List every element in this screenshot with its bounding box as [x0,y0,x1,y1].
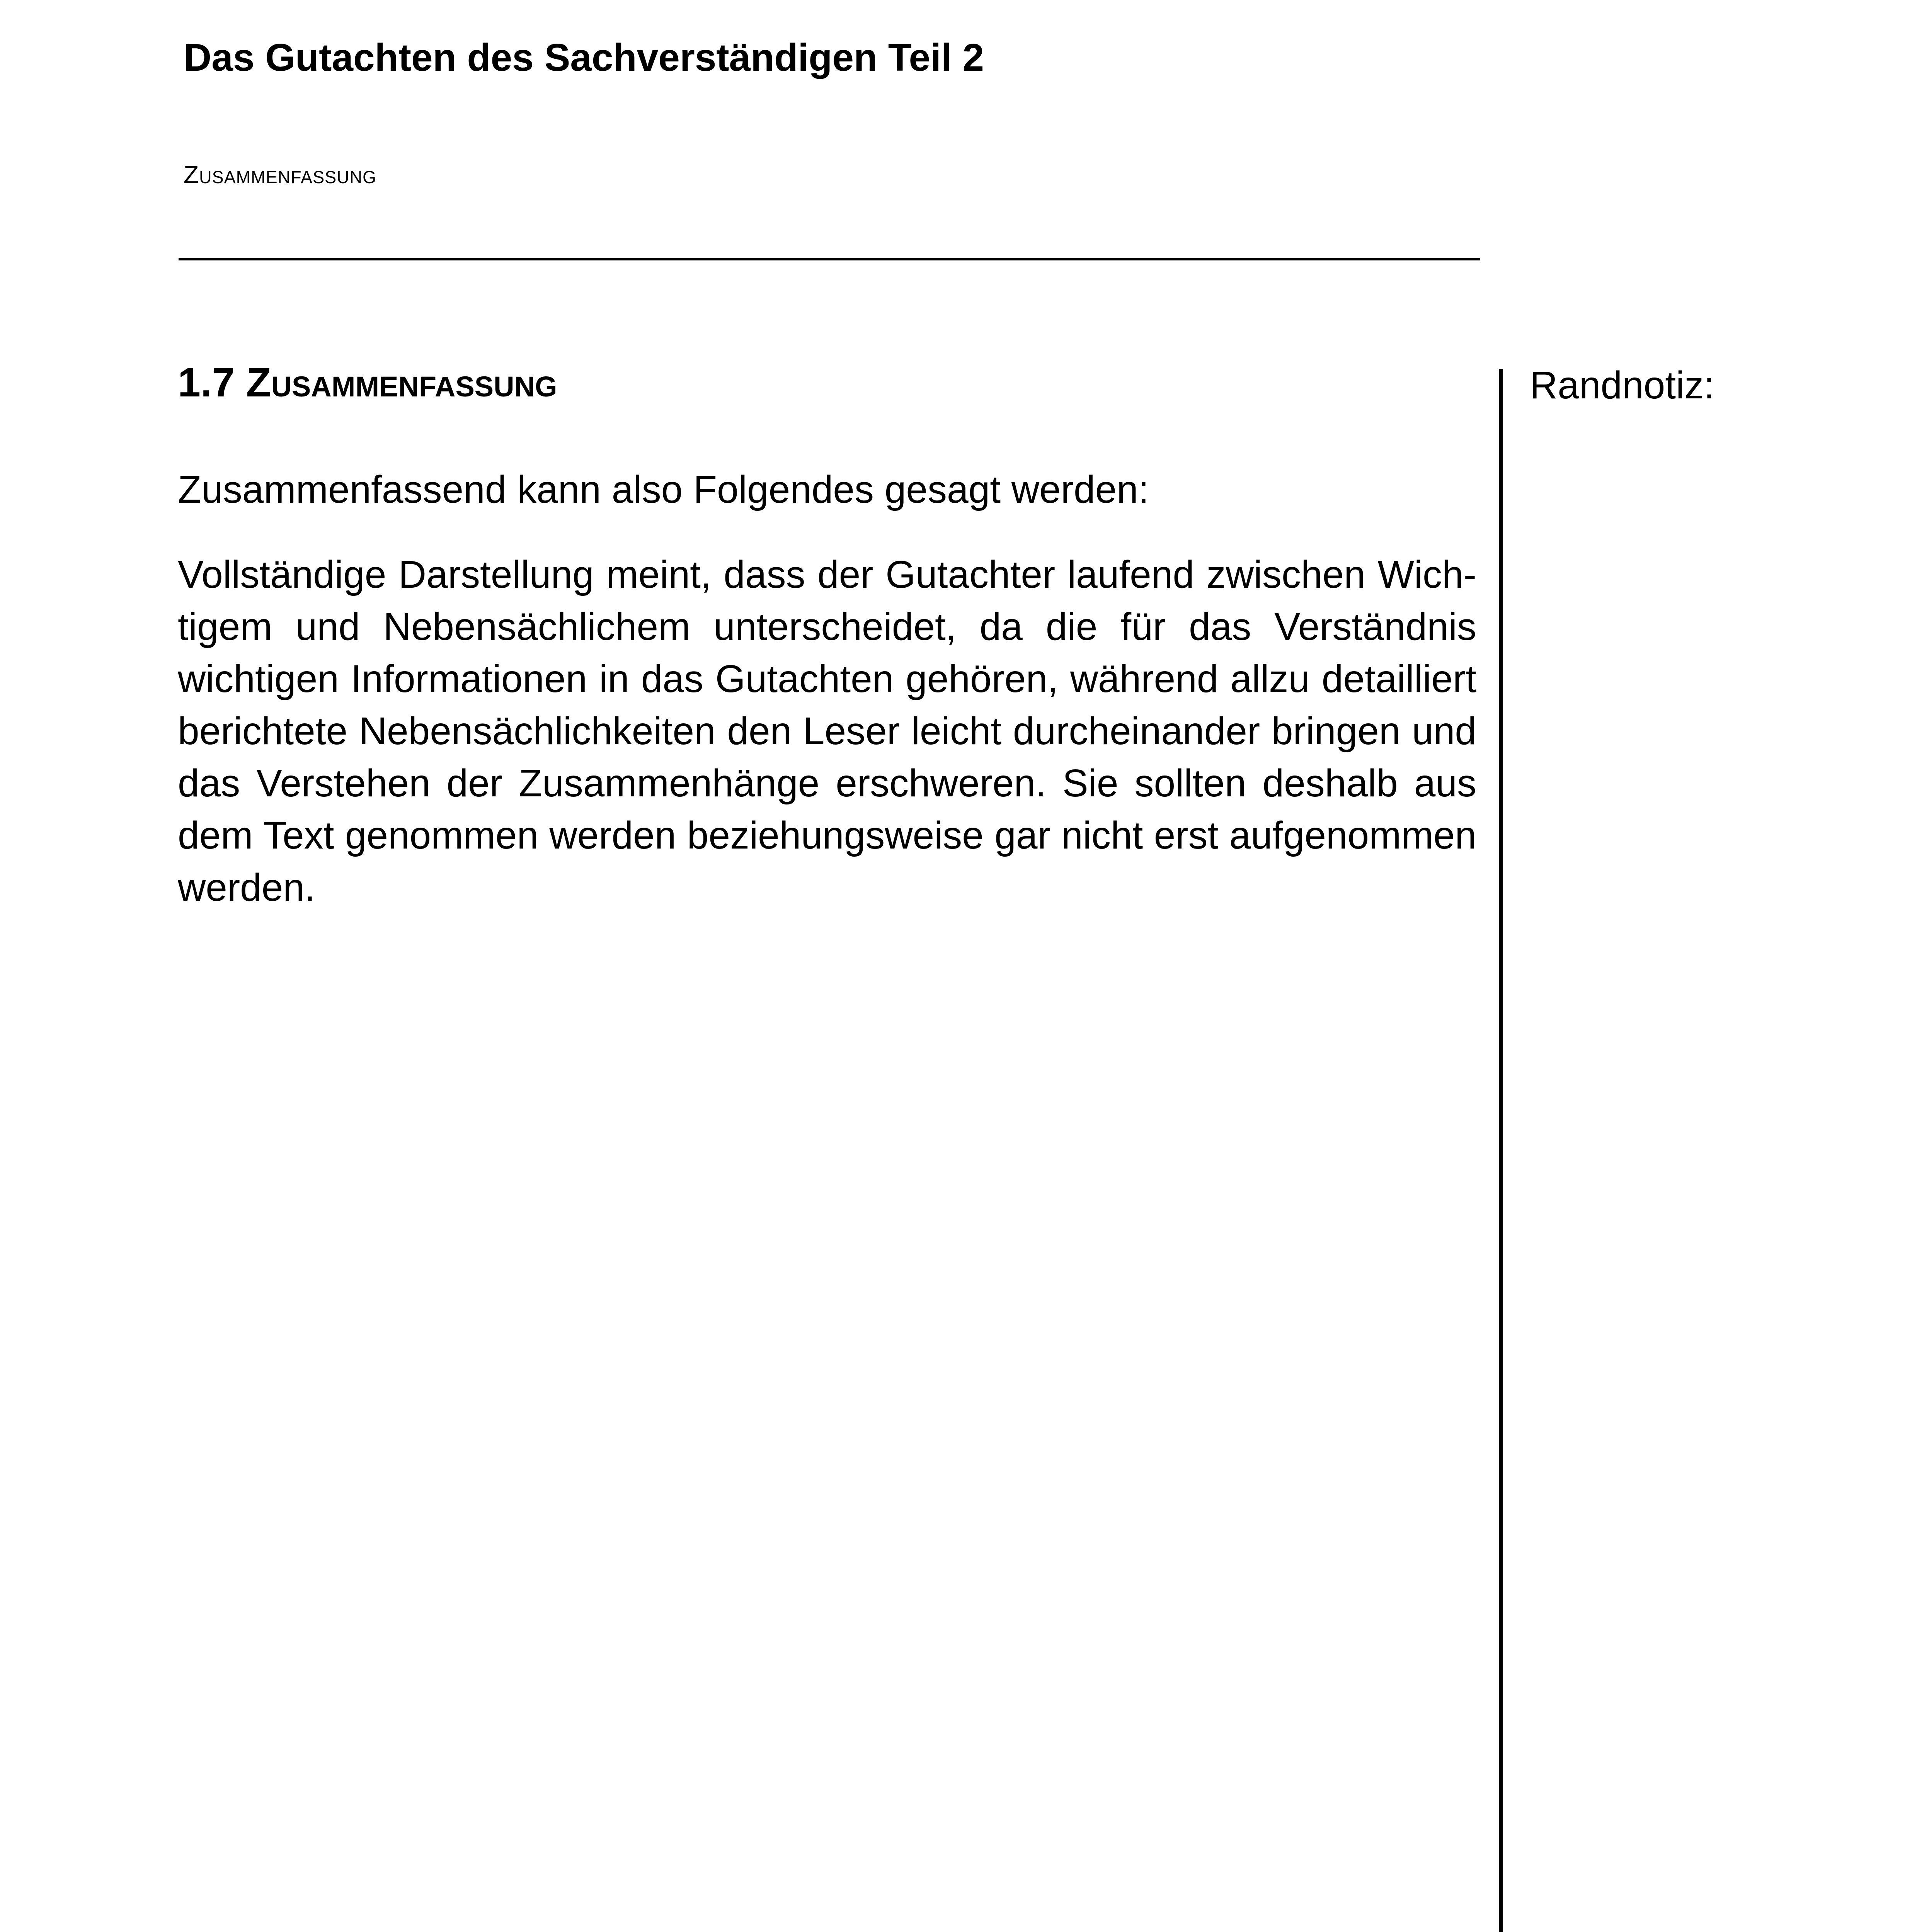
section-heading [178,359,557,406]
document-title: Das Gutachten des Sachverständigen Teil 2 [184,36,984,79]
body-paragraph: Vollständige Darstellung meint, dass der Gutachter laufend zwischen Wichtigem und Nebensächlichem unterscheidet, da die für das Verständnis wichtigen Informationen in das Gutachten gehören, während allzu detailliert berichtete Nebensächlichkeiten den Leser leicht durcheinander bringen und das Verstehen der Zusammenhänge erschweren. Sie sollten deshalb aus dem Text genommen werden beziehungsweise gar nicht erst aufgenommen werden. [178,553,1476,909]
intro-sentence: Zusammenfassend kann also Folgendes gesagt werden: [178,468,1149,511]
margin-divider [1499,369,1503,1932]
header-divider [179,258,1480,260]
running-section-header: Zusammenfassung [184,161,377,189]
section-number: 1.7 [178,360,235,405]
margin-note-label: Randnotiz: [1530,364,1715,407]
section-title: Zusammenfassung [246,360,557,405]
